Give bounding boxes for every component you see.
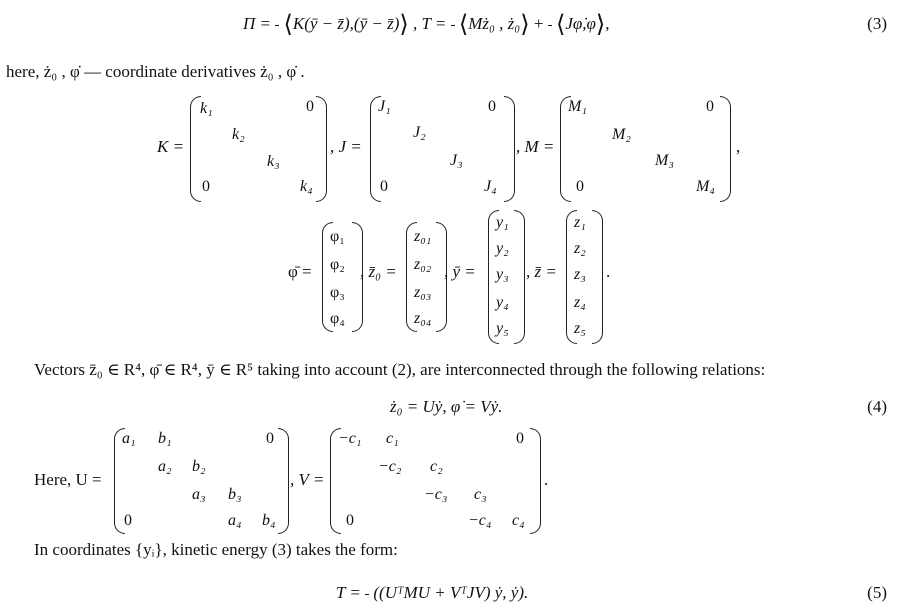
eq3-tail: , <box>605 14 610 33</box>
vector-y-right-paren <box>514 210 525 344</box>
z-cell: z₂ <box>574 240 586 257</box>
z-cell: z₅ <box>574 320 586 337</box>
eq5-lhs: T = <box>336 583 361 602</box>
z0-cell: z₀₃ <box>414 284 432 301</box>
m-cell: M₄ <box>696 178 715 195</box>
eq5-number: (5) <box>867 583 887 602</box>
right-angle-icon: ⟩ <box>595 12 606 38</box>
v-cell: c₂ <box>430 458 443 475</box>
y-cell: y₃ <box>496 266 509 283</box>
vector-phi-label: φ̄ = <box>288 262 312 281</box>
u-cell: a₃ <box>192 486 206 503</box>
phi-cell: φ₂ <box>330 256 345 273</box>
vector-z0-label: , z̄₀ = <box>360 262 397 281</box>
v-cell: c₄ <box>512 512 525 529</box>
phi-cell: φ₃ <box>330 284 345 301</box>
k-cell: 0 <box>202 178 210 195</box>
j-cell: 0 <box>488 98 496 115</box>
matrix-m-right-paren <box>720 96 731 202</box>
k-cell: k₄ <box>300 178 313 195</box>
y-cell: y₁ <box>496 214 509 231</box>
matrix-k-label: K = <box>157 137 185 156</box>
equation-5 <box>336 574 528 612</box>
eq3-t-lhs: , T = <box>413 14 447 33</box>
u-cell: 0 <box>266 430 274 447</box>
v-cell: −c₁ <box>338 430 362 447</box>
right-angle-icon: ⟩ <box>399 12 409 38</box>
coords-line: In coordinates {yᵢ}, kinetic energy (3) takes the form: <box>34 540 398 559</box>
eq4-number: (4) <box>867 397 887 416</box>
k-cell: 0 <box>306 98 314 115</box>
vector-z-tail: . <box>606 262 611 281</box>
eq3-number: (3) <box>867 14 887 33</box>
left-angle-icon: ⟨ <box>283 12 293 38</box>
matrix-m-label: , M = <box>516 137 555 156</box>
matrix-j-right-paren <box>504 96 515 202</box>
vectors-line: Vectors z̄₀ ∈ R⁴, φ̄ ∈ R⁴, ȳ ∈ R⁵ taking into account (2), are interconnected through the following relations: <box>34 360 766 379</box>
j-cell: J₄ <box>484 178 497 195</box>
matrix-j-label: , J = <box>330 137 362 156</box>
v-cell: c₁ <box>386 430 399 447</box>
y-cell: y₂ <box>496 240 509 257</box>
phi-cell: φ₄ <box>330 310 345 327</box>
z0-cell: z₀₁ <box>414 228 432 245</box>
left-angle-icon: ⟨ <box>555 12 566 38</box>
z0-cell: z₀₂ <box>414 256 432 273</box>
u-cell: b₄ <box>262 512 276 529</box>
u-cell: a₄ <box>228 512 242 529</box>
m-cell: M₂ <box>612 126 631 143</box>
eq3-plus: + <box>533 14 544 33</box>
eq3-t-body2: Jφ̇,φ̇ <box>565 14 596 33</box>
u-cell: 0 <box>124 512 132 529</box>
eq3-pi-body: K(ȳ − z̄),(ȳ − z̄) <box>292 14 400 33</box>
u-cell: a₂ <box>158 458 172 475</box>
vector-y-label: , ȳ = <box>444 262 476 281</box>
j-cell: 0 <box>380 178 388 195</box>
y-cell: y₄ <box>496 294 509 311</box>
v-cell: c₃ <box>474 486 487 503</box>
m-cell: M₃ <box>655 152 674 169</box>
here-line: here, ż₀ , φ̇ — coordinate derivatives ż₀ , φ̇ . <box>6 62 305 81</box>
right-angle-icon: ⟩ <box>520 12 530 38</box>
v-cell: 0 <box>346 512 354 529</box>
z0-cell: z₀₄ <box>414 310 432 327</box>
z-cell: z₁ <box>574 214 586 231</box>
u-cell: b₁ <box>158 430 172 447</box>
eq3-frac-2 <box>451 25 455 26</box>
vector-z-label: , z̄ = <box>526 262 557 281</box>
matrix-v-right-paren <box>530 428 541 534</box>
m-cell: 0 <box>706 98 714 115</box>
equation-3 <box>243 4 610 44</box>
vector-z-right-paren <box>592 210 603 344</box>
eq3-t-body1: Mż₀ , ż₀ <box>468 14 521 33</box>
v-cell: −c₄ <box>468 512 492 529</box>
eq3-frac-3 <box>548 25 552 26</box>
matrix-u-label: Here, U = <box>34 470 102 489</box>
left-angle-icon: ⟨ <box>458 12 469 38</box>
eq5-body: ((UᵀMU + VᵀJV) ẏ, ẏ). <box>373 583 529 602</box>
m-cell: 0 <box>576 178 584 195</box>
matrix-u-right-paren <box>278 428 289 534</box>
equation-4: ż₀ = Uẏ, φ̇ = Vẏ. <box>390 397 503 416</box>
k-cell: k₂ <box>232 126 245 143</box>
matrix-v-tail: . <box>544 470 549 489</box>
j-cell: J₂ <box>413 124 426 141</box>
v-cell: −c₂ <box>378 458 402 475</box>
m-cell: M₁ <box>568 98 587 115</box>
u-cell: a₁ <box>122 430 136 447</box>
k-cell: k₃ <box>267 153 280 170</box>
j-cell: J₃ <box>450 152 463 169</box>
j-cell: J₁ <box>378 98 391 115</box>
z-cell: z₃ <box>574 266 586 283</box>
phi-cell: φ₁ <box>330 228 345 245</box>
z-cell: z₄ <box>574 294 586 311</box>
y-cell: y₅ <box>496 320 509 337</box>
matrix-m-tail: , <box>736 137 741 156</box>
eq3-pi-lhs: Π = <box>243 14 271 33</box>
u-cell: b₂ <box>192 458 206 475</box>
k-cell: k₁ <box>200 100 213 117</box>
u-cell: b₃ <box>228 486 242 503</box>
eq5-frac <box>365 594 369 595</box>
matrix-v-label: , V = <box>290 470 325 489</box>
matrix-k-right-paren <box>316 96 327 202</box>
eq3-frac-1 <box>275 25 279 26</box>
v-cell: 0 <box>516 430 524 447</box>
v-cell: −c₃ <box>424 486 448 503</box>
